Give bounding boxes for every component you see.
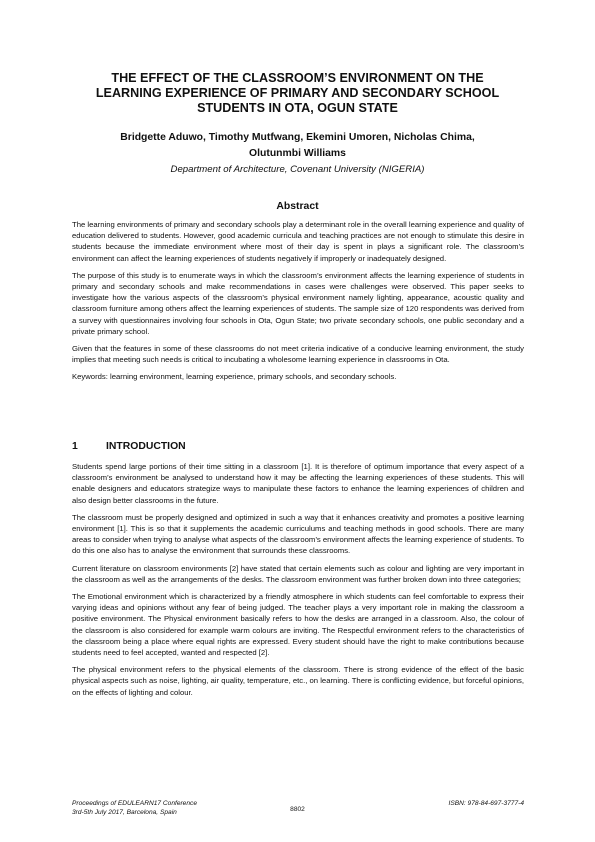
abstract-paragraph: The learning environments of primary and secondary schools play a determinant role in the overall learning experience and quality of education delivered to students. However, good academic curricula and teaching practices are not enough to stimulate this desire in students because the immediate environment where most of their day is spent in plays a significant role. The classroom’s environment can affect the learning experiences of students negatively if improperly or inadequately designed. bbox=[72, 220, 524, 263]
section-title: INTRODUCTION bbox=[106, 441, 186, 452]
footer-isbn: ISBN: 978-84-697-3777-4 bbox=[448, 800, 524, 807]
abstract-paragraph: Given that the features in some of these classrooms do not meet criteria indicative of a conducive learning environment, the study implies that meeting such needs is critical to incubating a wholesome learning experience in classrooms in Ota. bbox=[72, 344, 524, 365]
intro-paragraph: Students spend large portions of their time sitting in a classroom [1]. It is therefore of optimum importance that every aspect of a classroom’s environment be analysed to understand how it may be affecting the learning experiences of these students. This will enable designers and educators strategize ways to manipulate these factors to enhance the learning experiences of children and also design better classrooms in the future. bbox=[72, 462, 524, 505]
intro-paragraph: The physical environment refers to the physical elements of the classroom. There is strong evidence of the effect of the basic physical aspects such as noise, lighting, air quality, temperature, etc., on learning. There is conflicting evidence, but forceful opinions, on the effects of lighting and colour. bbox=[72, 665, 524, 697]
page-number: 8802 bbox=[290, 806, 305, 813]
introduction-body bbox=[72, 461, 524, 698]
paper-title bbox=[60, 71, 535, 116]
section-number: 1 bbox=[72, 441, 78, 452]
title-line: LEARNING EXPERIENCE OF PRIMARY AND SECONDARY SCHOOL bbox=[95, 86, 500, 100]
intro-paragraph: The Emotional environment which is characterized by a friendly atmosphere in which students can feel comfortable to express their varying ideas and opinions without any fear of being judged. The teacher plays a very important role in making the classroom a positive environment. The Physical environment basically refers to how the desks are arranged in a classroom. Also, the colour of the classroom is also considered for example warm colours are inviting. The Respectful environment refers to the characteristics of the classroom being a place where equal rights are expressed. Every student should have the right to make contributions because students need to feel accepted, wanted and respected [2]. bbox=[72, 592, 524, 658]
author-line: Bridgette Aduwo, Timothy Mutfwang, Ekemini Umoren, Nicholas Chima, bbox=[120, 132, 475, 143]
author-line: Olutunmbi Williams bbox=[249, 147, 346, 159]
footer-conference: Proceedings of EDULEARN17 Conference bbox=[72, 800, 197, 807]
section-heading bbox=[72, 441, 186, 452]
abstract-paragraph: The purpose of this study is to enumerate ways in which the classroom’s environment affects the learning experience of students in primary and secondary schools and make recommendations in cases were challenges were observed. This paper seeks to investigate how the various aspects of the classroom’s physical environment namely lighting, appearance, acoustic quality and classroom furniture among others affect the learning experiences of students. The sample size of 120 respondents was derived from a survey with questionnaires involving four schools in Ota, Ogun State; two private secondary schools, one public secondary and a private primary school. bbox=[72, 270, 524, 336]
abstract-heading: Abstract bbox=[276, 201, 319, 212]
abstract-body bbox=[72, 219, 524, 383]
intro-paragraph: Current literature on classroom environments [2] have stated that certain elements such as colour and lighting are very important in the classroom as well as the arrangements of the desks. The classroom environment was further broken down into three categories; bbox=[72, 563, 524, 584]
keywords: Keywords: learning environment, learning experience, primary schools, and secondary schools. bbox=[72, 372, 397, 382]
intro-paragraph: The classroom must be properly designed and optimized in such a way that it enhances creativity and promotes a positive learning environment [1]. This is so that it supplements the academic curriculums and teaching methods in good schools. There are many areas to consider when trying to analyse what aspects of the classroom’s environment affects the learning experience of students. To do this one also has to analyse the environment that surrounds these classrooms. bbox=[72, 512, 524, 556]
author-list bbox=[70, 130, 525, 161]
title-line: THE EFFECT OF THE CLASSROOM’S ENVIRONMENT ON THE bbox=[111, 71, 484, 85]
affiliation: Department of Architecture, Covenant University (NIGERIA) bbox=[170, 164, 425, 175]
title-line: STUDENTS IN OTA, OGUN STATE bbox=[197, 101, 398, 115]
footer-dates: 3rd-5th July 2017, Barcelona, Spain bbox=[72, 809, 177, 816]
